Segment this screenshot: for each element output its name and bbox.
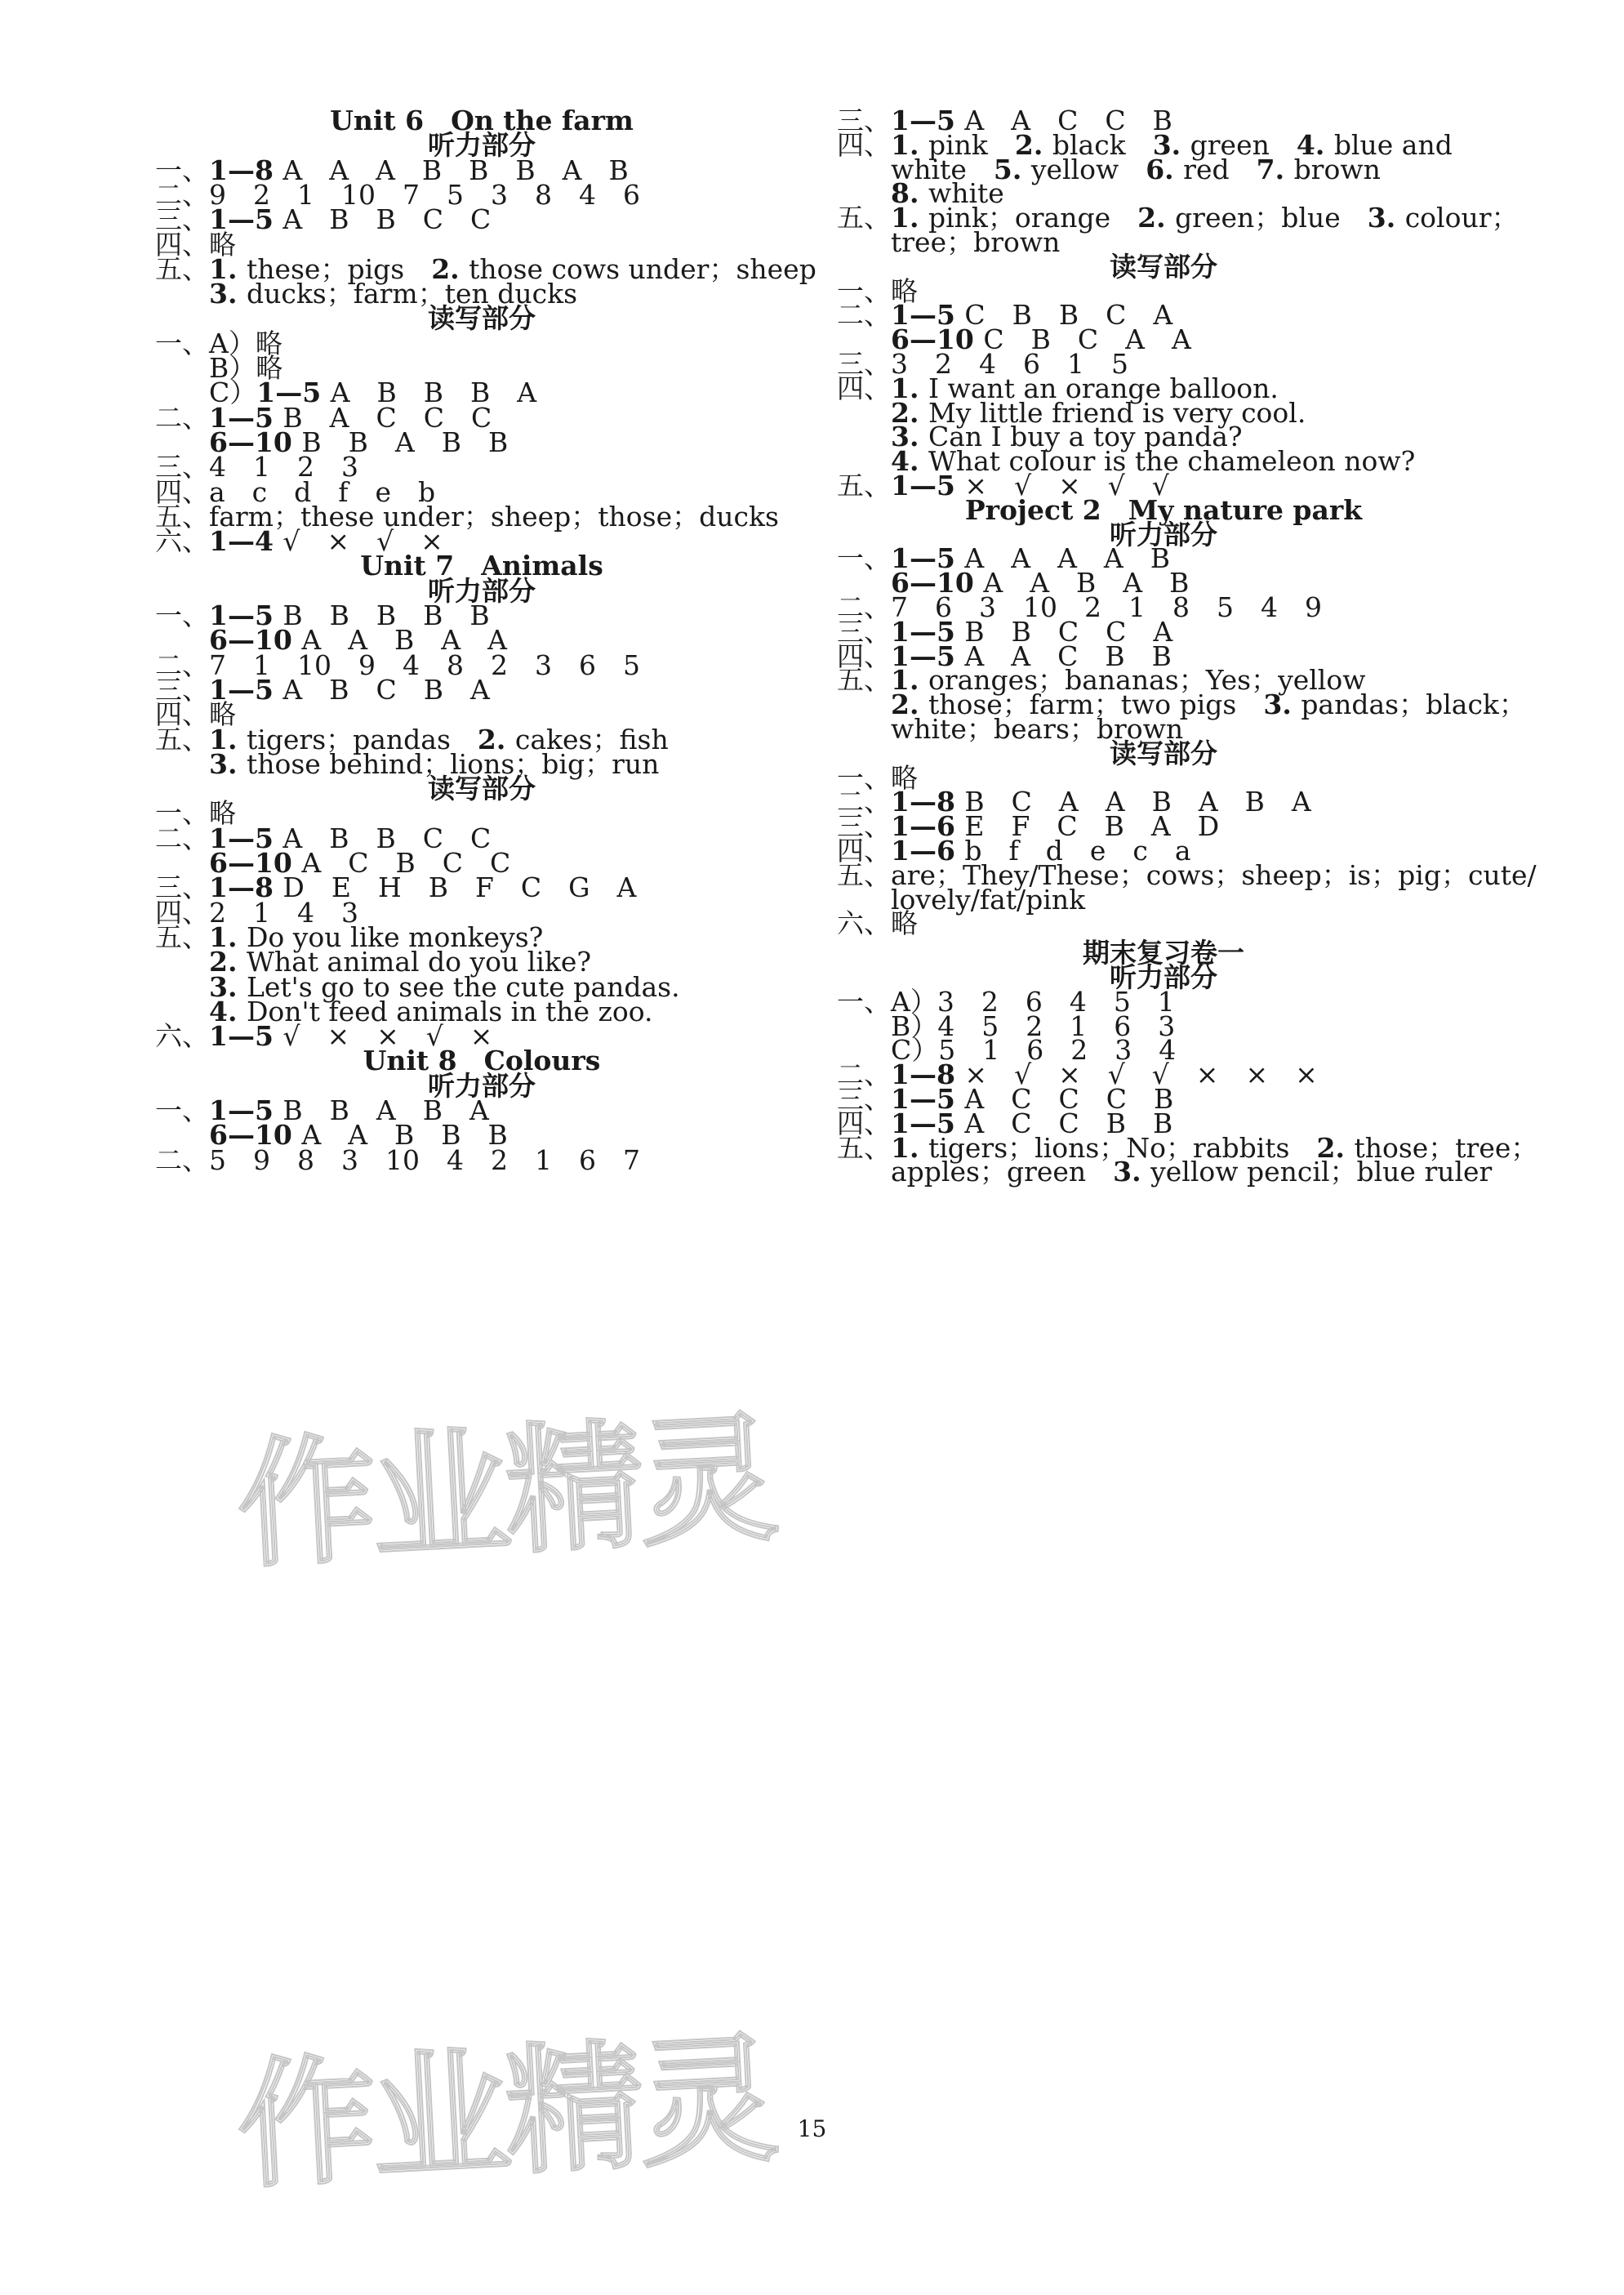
item-number: 1. xyxy=(209,920,247,953)
question-label: 四、 xyxy=(155,475,209,508)
heading-text: 期末复习卷一 xyxy=(1083,937,1244,969)
question-label: 三、 xyxy=(837,1082,891,1115)
answer-text: b f d e c a xyxy=(964,835,1191,867)
item-number: 6—10 xyxy=(209,1119,302,1152)
answer-text: red xyxy=(1183,153,1257,185)
answer-text: are；They/These；cows；sheep；is；pig；cute/ xyxy=(891,858,1537,891)
answer-text: 4 1 2 3 xyxy=(209,451,358,484)
item-number: 1—5 xyxy=(891,615,965,648)
question-label: 三、 xyxy=(155,871,209,904)
item-number: 1—6 xyxy=(891,835,965,867)
answer-text: A A C C B xyxy=(964,105,1172,136)
answer-text: Don't feed animals in the zoo. xyxy=(246,995,653,1027)
answer-text: 7 1 10 9 4 8 2 3 6 5 xyxy=(209,648,640,681)
answer-text: √ × × √ × xyxy=(283,1020,493,1053)
watermark: 作业精灵 xyxy=(234,2018,777,2209)
answer-text: A A B A A xyxy=(301,624,507,657)
answer-text: those cows under；sheep xyxy=(469,252,816,285)
answer-text: 略 xyxy=(891,274,918,307)
question-label: 一、 xyxy=(837,985,891,1018)
answer-text: white xyxy=(928,177,1004,210)
answer-text: tree；brown xyxy=(891,226,1061,258)
answer-text: B B C C A xyxy=(964,615,1173,648)
question-label: 五、 xyxy=(837,1131,891,1164)
answer-text: green xyxy=(1190,128,1297,161)
item-number: 3. xyxy=(209,747,247,780)
item-number: 3. xyxy=(1152,128,1190,161)
question-label: 五、 xyxy=(837,202,891,234)
answer-text: What animal do you like? xyxy=(246,946,592,978)
heading-text: 读写部分 xyxy=(1110,250,1217,283)
answer-text: 5 9 8 3 10 4 2 1 6 7 xyxy=(209,1143,640,1176)
item-number: 1—4 xyxy=(209,525,283,558)
item-number: 3. xyxy=(1367,202,1405,234)
item-number: 1—8 xyxy=(209,871,283,904)
answer-text: √ × √ × xyxy=(283,525,443,558)
item-number: 1—5 xyxy=(256,377,331,409)
answer-text: A B B C C xyxy=(283,822,492,854)
answer-text: tigers；pandas xyxy=(246,723,478,755)
answer-text: yellow xyxy=(1030,153,1146,185)
question-label: 二、 xyxy=(837,299,891,332)
heading-text: 听力部分 xyxy=(428,574,536,607)
item-number: 1—5 xyxy=(891,299,965,332)
item-number: 6—10 xyxy=(891,323,984,356)
answer-text: pink xyxy=(928,128,1015,161)
item-number: 5. xyxy=(993,153,1031,185)
question-label: 四、 xyxy=(837,639,891,672)
item-number: 2. xyxy=(891,688,928,721)
question-label: 六、 xyxy=(155,1020,209,1053)
question-label: 五、 xyxy=(837,664,891,697)
question-label: 一、 xyxy=(155,327,209,359)
question-label: 五、 xyxy=(155,252,209,285)
heading-text: 听力部分 xyxy=(1110,518,1217,550)
question-label: 三、 xyxy=(837,348,891,380)
answer-text: colour； xyxy=(1404,202,1519,234)
item-number: 1—5 xyxy=(209,822,283,854)
answer-text: I want an orange balloon. xyxy=(928,372,1279,404)
answer-text: C B B C A xyxy=(964,299,1173,332)
answer-text: B）略 xyxy=(209,352,283,384)
answer-text: pandas；black； xyxy=(1301,688,1526,721)
answer-text: 略 xyxy=(209,228,236,261)
item-number: 1—5 xyxy=(209,1020,283,1053)
answer-text: My little friend is very cool. xyxy=(928,396,1306,429)
item-number: 1—5 xyxy=(209,673,283,706)
question-label: 二、 xyxy=(837,591,891,623)
item-number: 1—5 xyxy=(209,599,283,631)
item-number: 1. xyxy=(209,723,247,755)
question-label: 二、 xyxy=(155,1143,209,1176)
answer-text: B A C C C xyxy=(283,401,492,434)
heading-text: 读写部分 xyxy=(428,773,536,805)
item-number: 7. xyxy=(1256,153,1294,185)
answer-text: C B C A A xyxy=(983,323,1191,356)
answer-text: 略 xyxy=(891,761,918,794)
answer-text: Can I buy a toy panda? xyxy=(928,421,1243,453)
item-number: 2. xyxy=(477,723,515,755)
answer-text: × √ × √ √ × × × xyxy=(964,1058,1318,1091)
answer-text: 3 2 4 6 1 5 xyxy=(891,348,1128,380)
answer-text: these；pigs xyxy=(246,252,432,285)
question-label: 四、 xyxy=(155,896,209,929)
answer-line xyxy=(837,1151,1493,1193)
answer-text: 略 xyxy=(891,907,918,940)
answer-text: A）略 xyxy=(209,327,283,359)
answer-text: A B C B A xyxy=(283,673,490,706)
item-number: 1—8 xyxy=(891,786,965,818)
answer-text: B B B B B xyxy=(283,599,490,631)
item-number: 1—8 xyxy=(891,1058,965,1091)
answer-text: those；farm；two pigs xyxy=(928,688,1264,721)
question-label: 一、 xyxy=(155,1094,209,1126)
item-number: 1—5 xyxy=(209,203,283,236)
answer-text: What colour is the chameleon now? xyxy=(928,445,1416,478)
question-label: 三、 xyxy=(837,105,891,136)
item-number: 1—5 xyxy=(209,401,283,434)
question-label: 三、 xyxy=(155,451,209,484)
answer-text: B B A B A xyxy=(283,1094,489,1126)
item-number: 2. xyxy=(209,946,247,978)
item-number: 3. xyxy=(209,278,247,310)
question-label: 四、 xyxy=(837,128,891,161)
item-number: 1—5 xyxy=(891,639,965,672)
question-label: 四、 xyxy=(155,698,209,731)
answer-text: those behind；lions；big；run xyxy=(246,747,660,780)
item-number: 6—10 xyxy=(209,624,302,657)
item-number: 3. xyxy=(1113,1156,1151,1188)
answer-text: A A C B B xyxy=(964,639,1172,672)
answer-text: × √ × √ √ xyxy=(964,470,1169,501)
item-number: 2. xyxy=(1316,1131,1355,1164)
item-number: 1—5 xyxy=(891,542,965,575)
answer-text: cakes；fish xyxy=(514,723,669,755)
question-label: 二、 xyxy=(155,401,209,434)
answer-text: 2 1 4 3 xyxy=(209,896,358,929)
question-label: 二、 xyxy=(155,648,209,681)
question-label: 五、 xyxy=(155,500,209,533)
item-number: 1—5 xyxy=(891,105,965,136)
answer-text: A A B A B xyxy=(983,567,1190,599)
answer-text: a c d f e b xyxy=(209,475,436,508)
item-number: 1—8 xyxy=(209,154,283,186)
item-number: 4. xyxy=(891,445,928,478)
question-label: 四、 xyxy=(837,1107,891,1139)
item-number: 1. xyxy=(891,372,928,404)
question-label: 一、 xyxy=(837,542,891,575)
answer-text: 7 6 3 10 2 1 8 5 4 9 xyxy=(891,591,1322,623)
answer-text: Do you like monkeys? xyxy=(246,920,544,953)
item-number: 4. xyxy=(1296,128,1334,161)
answer-text: those；tree； xyxy=(1354,1131,1538,1164)
question-label: 二、 xyxy=(837,786,891,818)
heading-text: Project 2 My nature park xyxy=(964,493,1363,526)
answer-text: ducks；farm；ten ducks xyxy=(246,278,578,310)
item-number: 8. xyxy=(891,177,928,210)
heading-text: 读写部分 xyxy=(1110,737,1217,769)
question-label: 三、 xyxy=(155,203,209,236)
answer-text: B B A B B xyxy=(301,426,509,458)
answer-text: 9 2 1 10 7 5 3 8 4 6 xyxy=(209,178,640,211)
answer-text: 略 xyxy=(209,698,236,731)
question-label: 一、 xyxy=(155,797,209,830)
item-number: 1. xyxy=(891,202,928,234)
item-number: 2. xyxy=(1014,128,1052,161)
answer-text: white xyxy=(891,153,994,185)
question-label: 五、 xyxy=(155,920,209,953)
item-number: 2. xyxy=(891,396,928,429)
question-label: 五、 xyxy=(837,470,891,501)
answer-text: yellow pencil；blue ruler xyxy=(1150,1156,1493,1188)
question-label: 三、 xyxy=(837,810,891,843)
answer-text: A）3 2 6 4 5 1 xyxy=(891,985,1175,1018)
answer-text: B）4 5 2 1 6 3 xyxy=(891,1009,1176,1042)
question-label: 五、 xyxy=(837,858,891,891)
question-label: 三、 xyxy=(837,615,891,648)
answer-text: oranges；bananas；Yes；yellow xyxy=(928,664,1366,697)
answer-text: blue and xyxy=(1333,128,1453,161)
answer-text: E F C B A D xyxy=(964,810,1220,843)
question-label: 四、 xyxy=(837,835,891,867)
answer-text: A B B C C xyxy=(283,203,492,236)
item-number: 6—10 xyxy=(209,426,302,458)
question-label: 一、 xyxy=(155,599,209,631)
item-number: 1. xyxy=(891,128,928,161)
answer-text: D E H B F C G A xyxy=(283,871,637,904)
answer-text: tigers；lions；No；rabbits xyxy=(928,1131,1317,1164)
item-number: 1. xyxy=(891,1131,928,1164)
item-number: 1—5 xyxy=(209,1094,283,1126)
answer-text: green；blue xyxy=(1175,202,1368,234)
answer-line xyxy=(155,1139,808,1182)
watermark: 作业精灵 xyxy=(234,1397,777,1589)
heading-text: 读写部分 xyxy=(428,302,536,335)
heading-text: 听力部分 xyxy=(428,129,536,162)
answer-text: pink；orange xyxy=(928,202,1138,234)
item-number: 2. xyxy=(1137,202,1176,234)
item-number: 3. xyxy=(209,970,247,1003)
heading-text: Unit 7 Animals xyxy=(360,550,603,582)
answer-text: farm；these under；sheep；those；ducks xyxy=(209,500,779,533)
answer-text: white；bears；brown xyxy=(891,713,1184,745)
heading-text: 听力部分 xyxy=(428,1069,536,1102)
answer-text: apples；green xyxy=(891,1156,1114,1188)
question-label: 一、 xyxy=(837,761,891,794)
answer-text: B C A A B A B A xyxy=(964,786,1311,818)
answer-text: brown xyxy=(1293,153,1381,185)
question-label: 六、 xyxy=(837,907,891,940)
item-number: 1. xyxy=(209,252,247,285)
page-number: 15 xyxy=(797,2115,827,2142)
item-number: 4. xyxy=(209,995,247,1027)
question-label: 六、 xyxy=(155,525,209,558)
question-label: 二、 xyxy=(837,1058,891,1091)
item-number: 6—10 xyxy=(209,847,302,879)
heading-text: Unit 6 On the farm xyxy=(330,105,634,136)
item-number: 3. xyxy=(891,421,928,453)
answer-text: 略 xyxy=(209,797,236,830)
answer-text: A C C B B xyxy=(964,1107,1173,1139)
question-label: 四、 xyxy=(155,228,209,261)
question-label: 五、 xyxy=(155,723,209,755)
heading-text: Unit 8 Colours xyxy=(363,1045,601,1077)
question-label: 二、 xyxy=(155,178,209,211)
item-number: 2. xyxy=(431,252,469,285)
question-label: 二、 xyxy=(155,822,209,854)
answer-text: C） xyxy=(209,377,257,409)
question-label: 一、 xyxy=(837,274,891,307)
answer-content xyxy=(209,1139,640,1182)
item-number: 1—6 xyxy=(891,810,965,843)
answer-text: A A A B B B A B xyxy=(283,154,629,186)
answer-text: A A B B B xyxy=(301,1119,508,1152)
item-number: 1—5 xyxy=(891,470,965,501)
item-number: 6. xyxy=(1146,153,1184,185)
question-label: 三、 xyxy=(155,673,209,706)
item-number: 1—5 xyxy=(891,1082,965,1115)
answer-text: A B B B A xyxy=(330,377,537,409)
answer-text: A A A A B xyxy=(964,542,1170,575)
answer-text: black xyxy=(1052,128,1153,161)
item-number: 6—10 xyxy=(891,567,984,599)
answer-text: A C C C B xyxy=(964,1082,1174,1115)
answer-text: C）5 1 6 2 3 4 xyxy=(891,1034,1177,1067)
answer-text: A C B C C xyxy=(301,847,511,879)
item-number: 1. xyxy=(891,664,928,697)
question-label: 一、 xyxy=(155,154,209,186)
answer-text: Let's go to see the cute pandas. xyxy=(246,970,680,1003)
heading-text: 听力部分 xyxy=(1110,960,1217,993)
item-number: 3. xyxy=(1263,688,1301,721)
answer-text: lovely/fat/pink xyxy=(891,883,1086,916)
item-number: 1—5 xyxy=(891,1107,965,1139)
question-label: 四、 xyxy=(837,372,891,404)
answer-content xyxy=(891,1151,1492,1193)
